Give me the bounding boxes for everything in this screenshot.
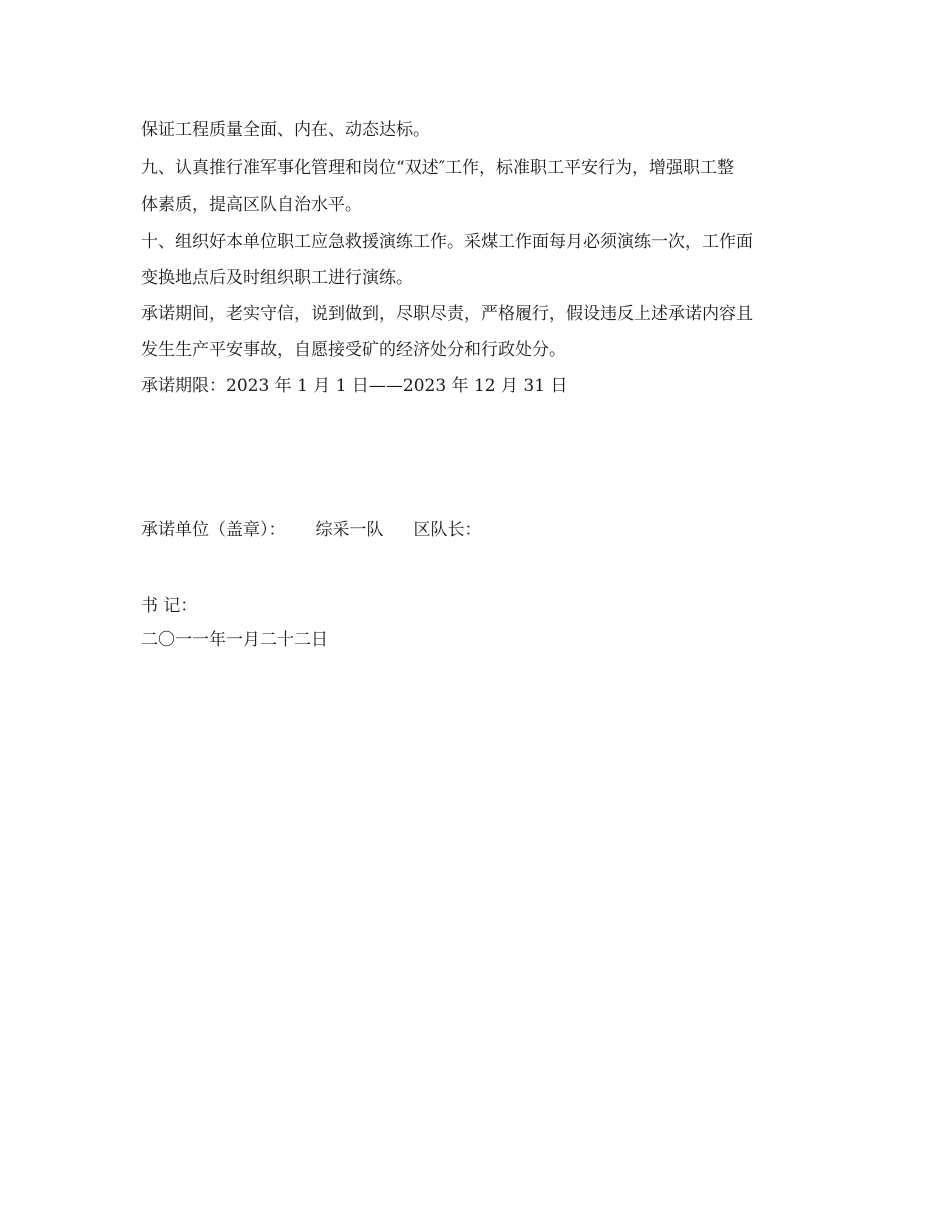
document-date: 二〇一一年一月二十二日 — [141, 630, 328, 650]
text-line: 承诺期间，老实守信，说到做到，尽职尽责，严格履行，假设违反上述承诺内容且 — [141, 304, 753, 324]
text-line: 保证工程质量全面、内在、动态达标。 — [141, 120, 430, 140]
unit-name: 综采一队 — [315, 520, 384, 540]
text-line: 十、组织好本单位职工应急救援演练工作。采煤工作面每月必须演练一次，工作面 — [141, 232, 753, 252]
secretary-label: 书 记： — [141, 596, 198, 616]
leader-label: 区队长： — [413, 520, 482, 540]
signature-row — [141, 518, 482, 542]
text-line: 变换地点后及时组织职工进行演练。 — [141, 268, 413, 288]
text-line: 九、认真推行准军事化管理和岗位“双述″工作，标准职工平安行为，增强职工整 — [141, 158, 735, 178]
text-line: 体素质，提高区队自治水平。 — [141, 195, 362, 215]
text-line: 发生生产平安事故，自愿接受矿的经济处分和行政处分。 — [141, 340, 566, 360]
unit-label: 承诺单位（盖章）： — [141, 520, 286, 540]
commitment-period: 承诺期限：2023 年 1 月 1 日——2023 年 12 月 31 日 — [141, 376, 568, 396]
